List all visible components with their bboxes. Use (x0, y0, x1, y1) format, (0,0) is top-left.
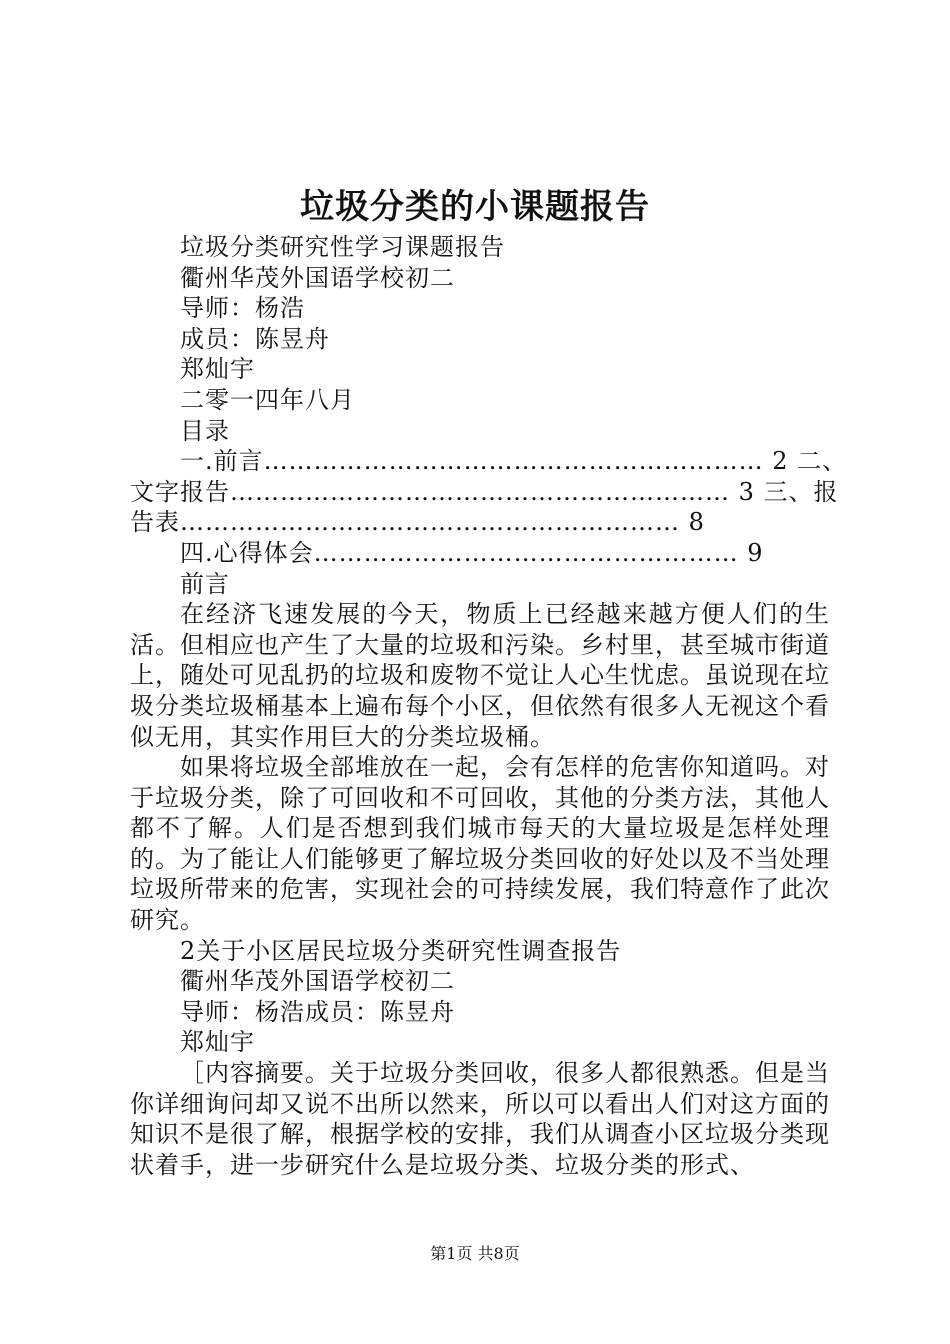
document-title: 垃圾分类的小课题报告 (300, 187, 650, 227)
advisor-members-line: 导师：杨浩成员：陈昱舟 (180, 997, 455, 1026)
school-name: 衢州华茂外国语学校初二 (180, 967, 455, 996)
member-name: 郑灿宇 (180, 355, 255, 384)
document-body (130, 232, 848, 1180)
paragraph: 如果将垃圾全部堆放在一起，会有怎样的危害你知道吗。对于垃圾分类，除了可回收和不可回收，其他的分类方法，其他人都不了解。人们是否想到我们城市每天的大量垃圾是怎样处理的。为了能让人们能够更了解垃圾分类回收的好处以及不当处理垃圾所带来的危害，实现社会的可持续发展，我们特意作了此次研究。 (130, 753, 830, 935)
school-name: 衢州华茂外国语学校初二 (180, 263, 455, 292)
toc-entry: 告表…………………………………………………… 8 (130, 508, 705, 537)
member-name: 郑灿宇 (180, 1028, 255, 1057)
section-heading: 前言 (180, 569, 230, 598)
paragraph: 在经济飞速发展的今天，物质上已经越来越方便人们的生活。但相应也产生了大量的垃圾和污染。乡村里，甚至城市街道上，随处可见乱扔的垃圾和废物不觉让人心生忧虑。虽说现在垃圾分类垃圾桶基本上遍布每个小区，但依然有很多人无视这个看似无用，其实作用巨大的分类垃圾桶。 (130, 600, 830, 751)
advisor-line: 导师：杨浩 (180, 294, 305, 323)
report-subtitle: 垃圾分类研究性学习课题报告 (180, 233, 505, 261)
abstract-paragraph: ［内容摘要。关于垃圾分类回收，很多人都很熟悉。但是当你详细询问却又说不出所以然来，所以可以看出人们对这方面的知识不是很了解，根据学校的安排，我们从调查小区垃圾分类现状着手，进一步研究什么是垃圾分类、垃圾分类的形式、 (130, 1059, 830, 1179)
toc-entry: 文字报告…………………………………………………… 3 三、报 (130, 477, 839, 506)
section-heading: 2关于小区居民垃圾分类研究性调查报告 (180, 936, 622, 965)
toc-entry: 一.前言…………………………………………………… 2 二、 (180, 447, 848, 476)
date-line: 二零一四年八月 (180, 385, 355, 414)
page-footer: 第1页 共8页 (430, 1244, 520, 1263)
members-line: 成员：陈昱舟 (180, 324, 330, 353)
toc-entry: 四.心得体会…………………………………………… 9 (180, 538, 764, 567)
toc-heading: 目录 (180, 416, 230, 445)
